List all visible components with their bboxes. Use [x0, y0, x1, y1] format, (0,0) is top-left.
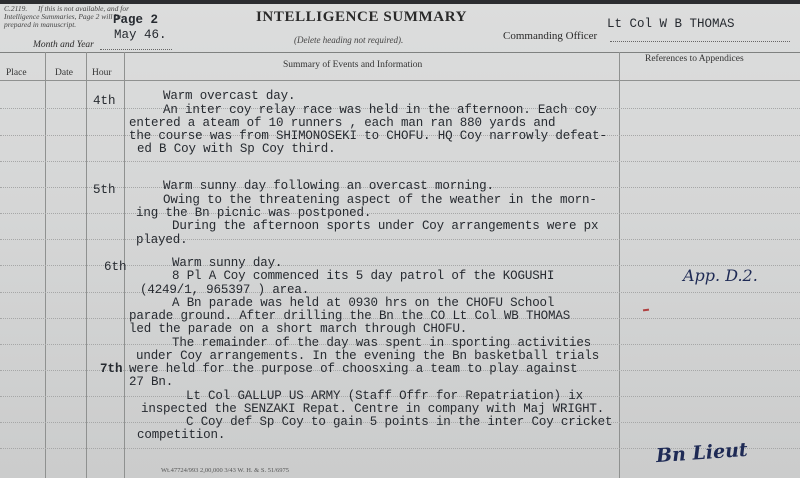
commanding-officer-name: Lt Col W B THOMAS [607, 17, 735, 31]
entry-line: Warm overcast day. [163, 89, 296, 103]
ruled-line [0, 161, 800, 162]
entry-line: Lt Col GALLUP US ARMY (Staff Offr for Repatriation) ix [186, 389, 583, 403]
entry-line: C Coy def Sp Coy to gain 5 points in the inter Coy cricket [186, 415, 613, 429]
entry-line: led the parade on a short march through CHOFU. [129, 322, 468, 336]
signature: Bn Lieut [655, 438, 749, 468]
entry-line: The remainder of the day was spent in sporting activities [172, 336, 592, 350]
document-title: INTELLIGENCE SUMMARY [256, 9, 468, 25]
margin-tick-mark [643, 309, 649, 312]
table-top-border [0, 52, 800, 53]
entry-line: A Bn parade was held at 0930 hrs on the CHOFU School [172, 296, 555, 310]
printer-imprint: Wt.47724/993 2,00,000 3/43 W. H. & S. 51/6975 [161, 467, 290, 474]
entry-line: played. [136, 233, 188, 247]
document-subtitle: (Delete heading not required). [294, 35, 404, 45]
ruled-line [0, 213, 800, 214]
month-year-value: May 46. [114, 28, 167, 42]
officer-rule [610, 41, 790, 42]
ruled-line [0, 292, 800, 293]
column-header-references: References to Appendices [645, 54, 744, 64]
entry-line: ed B Coy with Sp Coy third. [137, 142, 336, 156]
instruction-line-2: Intelligence Summaries, Page 2 will be [4, 12, 122, 21]
entry-line: the course was from SHIMONOSEKI to CHOFU. HQ Coy narrowly defeat- [129, 129, 607, 143]
entry-line: under Coy arrangements. In the evening the Bn basketball trials [136, 349, 600, 363]
entry-line: entered a ateam of 10 runners , each man ran 880 yards and [129, 116, 556, 130]
column-header-date: Date [55, 68, 73, 78]
entry-line: Warm sunny day following an overcast morning. [163, 179, 494, 193]
column-header-summary: Summary of Events and Information [283, 60, 423, 70]
header-row-border [0, 80, 800, 81]
commanding-officer-label: Commanding Officer [503, 30, 598, 42]
entry-line: During the afternoon sports under Coy arrangements were px [172, 219, 599, 233]
form-number: C.2119. [4, 4, 28, 13]
column-header-place: Place [6, 68, 27, 78]
entry-line: 27 Bn. [129, 375, 174, 389]
war-diary-page [0, 4, 800, 478]
entry-hour: 4th [93, 94, 116, 108]
entry-hour: 6th [104, 260, 127, 274]
instruction-line-3: prepared in manuscript. [4, 20, 77, 29]
entry-line: ing the Bn picnic was postponed. [136, 206, 372, 220]
entry-line: Warm sunny day. [172, 256, 283, 270]
entry-line: competition. [137, 428, 226, 442]
month-year-rule [100, 49, 172, 50]
column-header-hour: Hour [92, 68, 112, 78]
entry-line: An inter coy relay race was held in the afternoon. Each coy [163, 103, 597, 117]
entry-line: parade ground. After drilling the Bn the CO Lt Col WB THOMAS [129, 309, 571, 323]
entry-line: were held for the purpose of choosxing a team to play against [129, 362, 578, 376]
entry-line: 8 Pl A Coy commenced its 5 day patrol of the KOGUSHI [172, 269, 555, 283]
appendix-reference: App. D.2. [683, 266, 758, 285]
page-number: Page 2 [113, 13, 159, 27]
month-year-label: Month and Year [33, 40, 94, 50]
entry-hour: 7th [100, 362, 123, 376]
ruled-line [0, 239, 800, 240]
entry-line: inspected the SENZAKI Repat. Centre in company with Maj WRIGHT. [141, 402, 605, 416]
instruction-line-1: If this is not available, and for [38, 4, 130, 13]
entry-line: (4249/1, 965397 ) area. [140, 283, 310, 297]
entry-line: Owing to the threatening aspect of the weather in the morn- [163, 193, 597, 207]
entry-hour: 5th [93, 183, 116, 197]
